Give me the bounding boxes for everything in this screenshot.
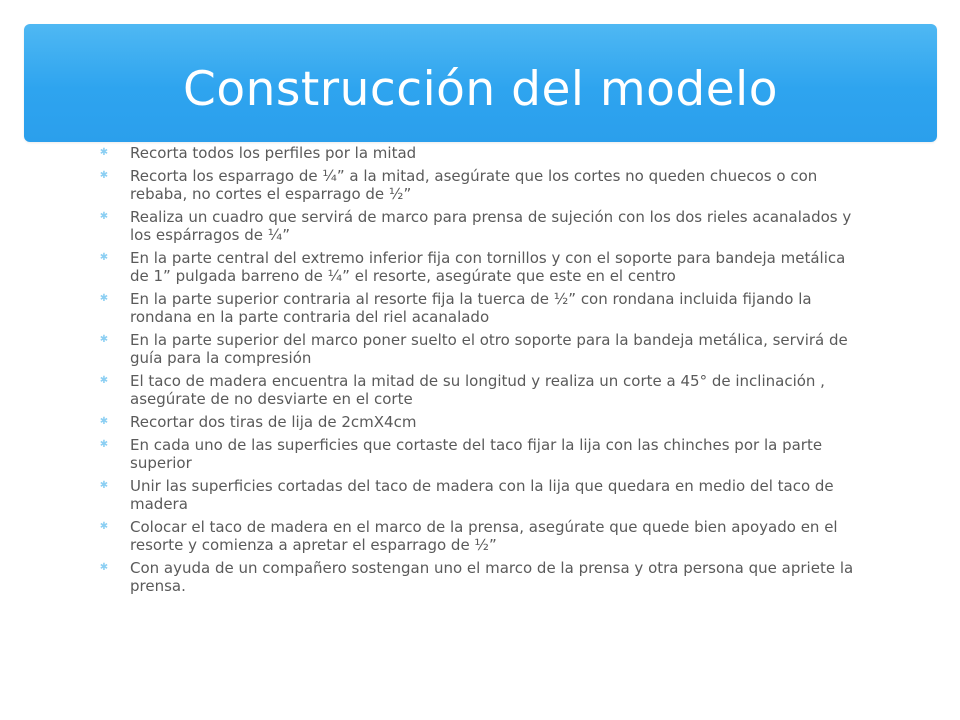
asterisk-icon: ✱ (99, 416, 109, 427)
list-item-text: En la parte central del extremo inferior fija con tornillos y con el soporte para bandeja metálica de 1” pulgada barreno de ¼” el resorte, asegúrate que este en el centro (130, 249, 846, 285)
asterisk-icon: ✱ (99, 521, 109, 532)
list-item (96, 331, 864, 367)
list-item-text: Colocar el taco de madera en el marco de la prensa, asegúrate que quede bien apoyado en el resorte y comienza a apretar el esparrago de ½” (130, 518, 838, 554)
list-item (96, 167, 864, 203)
asterisk-icon: ✱ (99, 252, 109, 263)
bullet-list (96, 144, 864, 600)
asterisk-icon: ✱ (99, 147, 109, 158)
list-item (96, 477, 864, 513)
list-item-text: En la parte superior contraria al resorte fija la tuerca de ½” con rondana incluida fijando la rondana en la parte contraria del riel acanalado (130, 290, 812, 326)
list-item (96, 518, 864, 554)
asterisk-icon: ✱ (99, 170, 109, 181)
list-item-text: Unir las superficies cortadas del taco de madera con la lija que quedara en medio del taco de madera (130, 477, 834, 513)
asterisk-icon: ✱ (99, 211, 109, 222)
title-banner (24, 24, 937, 142)
asterisk-icon: ✱ (99, 293, 109, 304)
asterisk-icon: ✱ (99, 480, 109, 491)
list-item (96, 372, 864, 408)
asterisk-icon: ✱ (99, 562, 109, 573)
list-item-text: Con ayuda de un compañero sostengan uno el marco de la prensa y otra persona que apriete la prensa. (130, 559, 854, 595)
list-item (96, 559, 864, 595)
asterisk-icon: ✱ (99, 439, 109, 450)
list-item (96, 208, 864, 244)
list-item (96, 290, 864, 326)
list-item (96, 144, 864, 162)
list-item-text: El taco de madera encuentra la mitad de su longitud y realiza un corte a 45° de inclinación , asegúrate de no desviarte en el corte (130, 372, 825, 408)
list-item-text: Recorta todos los perfiles por la mitad (130, 144, 417, 162)
list-item (96, 436, 864, 472)
slide-title: Construcción del modelo (183, 62, 778, 117)
list-item-text: Recortar dos tiras de lija de 2cmX4cm (130, 413, 417, 431)
list-item (96, 413, 864, 431)
asterisk-icon: ✱ (99, 375, 109, 386)
list-item-text: Recorta los esparrago de ¼” a la mitad, asegúrate que los cortes no queden chuecos o con rebaba, no cortes el esparrago de ½” (130, 167, 818, 203)
list-item-text: En la parte superior del marco poner suelto el otro soporte para la bandeja metálica, servirá de guía para la compresión (130, 331, 848, 367)
list-item-text: En cada uno de las superficies que cortaste del taco fijar la lija con las chinches por la parte superior (130, 436, 823, 472)
list-item (96, 249, 864, 285)
asterisk-icon: ✱ (99, 334, 109, 345)
list-item-text: Realiza un cuadro que servirá de marco para prensa de sujeción con los dos rieles acanalados y los espárragos de ¼” (130, 208, 852, 244)
